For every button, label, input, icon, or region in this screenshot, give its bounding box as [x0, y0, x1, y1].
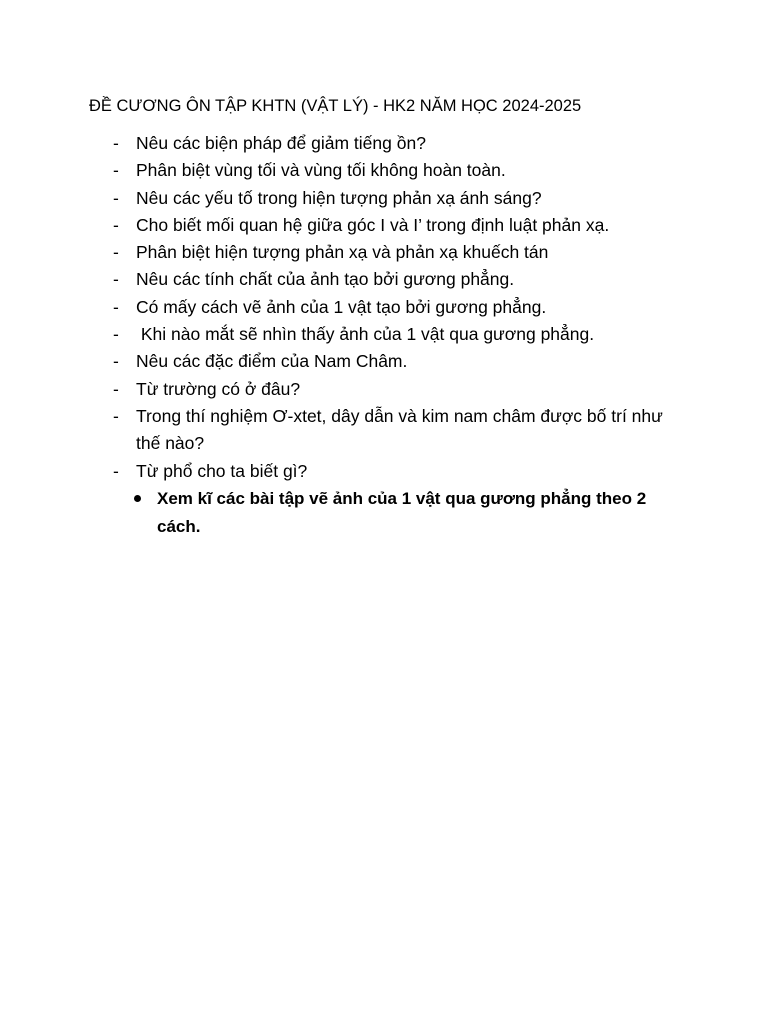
dash-marker: -	[113, 351, 119, 372]
list-item	[0, 130, 768, 157]
list-item	[0, 348, 768, 375]
list-item	[0, 376, 768, 403]
list-item	[0, 321, 768, 348]
dash-marker: -	[113, 378, 119, 399]
dash-marker: -	[113, 214, 119, 235]
question-text: Có mấy cách vẽ ảnh của 1 vật tạo bởi gương phẳng.	[136, 296, 547, 317]
question-text: Nêu các yếu tố trong hiện tượng phản xạ ánh sáng?	[136, 187, 542, 208]
question-text: Nêu các tính chất của ảnh tạo bởi gương phẳng.	[136, 269, 515, 290]
note-text: Xem kĩ các bài tập vẽ ảnh của 1 vật qua gương phẳng theo 2 cách.	[157, 489, 647, 536]
list-item	[0, 403, 768, 458]
question-text: Nêu các đặc điểm của Nam Châm.	[136, 351, 408, 372]
list-item	[0, 458, 768, 485]
dash-marker: -	[113, 460, 119, 481]
question-text: Khi nào mắt sẽ nhìn thấy ảnh của 1 vật qua gương phẳng.	[136, 324, 595, 345]
list-item	[0, 157, 768, 184]
dash-marker: -	[113, 160, 119, 181]
question-text: Trong thí nghiệm Ơ-xtet, dây dẫn và kim nam châm được bố trí như thế nào?	[136, 405, 663, 454]
list-item	[0, 212, 768, 239]
note-list	[0, 485, 768, 541]
dash-marker: -	[113, 242, 119, 263]
dash-marker: -	[113, 324, 119, 345]
dash-marker: -	[113, 187, 119, 208]
question-text: Cho biết mối quan hệ giữa góc I và I’ trong định luật phản xạ.	[136, 214, 610, 235]
list-item	[0, 485, 768, 541]
dash-marker: -	[113, 296, 119, 317]
list-item	[0, 266, 768, 293]
question-text: Nêu các biện pháp để giảm tiếng ồn?	[136, 133, 426, 153]
dash-marker: -	[113, 405, 119, 426]
question-text: Phân biệt hiện tượng phản xạ và phản xạ khuếch tán	[136, 242, 549, 263]
list-item	[0, 294, 768, 321]
question-list	[0, 130, 768, 485]
dash-marker: -	[113, 269, 119, 290]
question-text: Từ trường có ở đâu?	[136, 378, 301, 399]
bullet-dot-icon	[134, 495, 141, 502]
dash-marker: -	[113, 133, 119, 153]
list-item	[0, 185, 768, 212]
question-text: Phân biệt vùng tối và vùng tối không hoàn toàn.	[136, 160, 506, 181]
list-item	[0, 239, 768, 266]
question-text: Từ phổ cho ta biết gì?	[136, 460, 308, 481]
document-title: ĐỀ CƯƠNG ÔN TẬP KHTN (VẬT LÝ) - HK2 NĂM HỌC 2024-2025	[89, 97, 582, 115]
